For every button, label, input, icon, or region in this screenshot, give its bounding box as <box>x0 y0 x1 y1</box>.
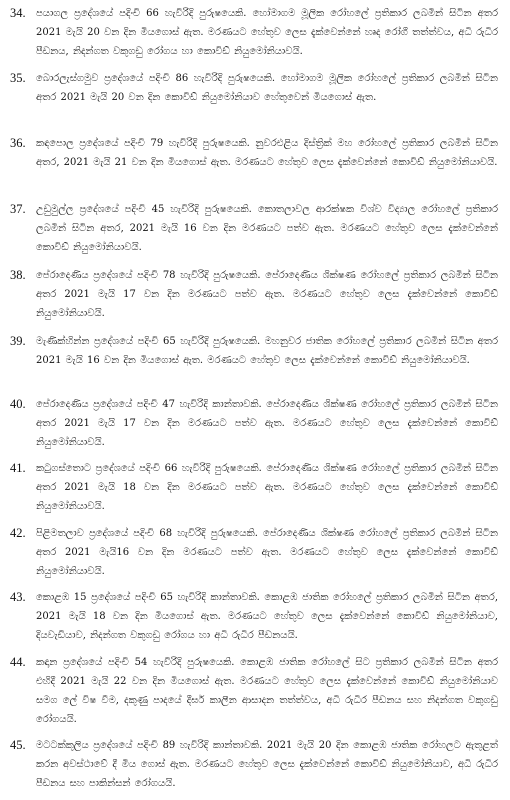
item-text: කඳපොල ප්‍රදේශයේ පදිංචි 79 හැවිරිදි පුරුෂයෙකි. නුවරඑළිය දිස්ත්‍රික් මහ රෝහලේ ප්‍රතිකාර ලබමින් සිටින අතර, 2021 මැයි 21 වන දින මියගොස් ඇත. මරණයට හේතුව ලෙස දැක්වෙන්නේ කොවිඩ් නියුමෝනියාවයි. <box>36 138 498 168</box>
list-item <box>10 395 498 452</box>
item-text: පයාගල ප්‍රදේශයේ පදිංචි 66 හැවිරිදි පුරුෂයෙකි. හෝමාගම මූලික රෝහලේ ප්‍රතිකාර ලබමින් සිටින අතර 2021 මැයි 20 වන දින මියගොස් ඇත. මරණයට හේතුව ලෙස දැක්වෙන්නේ හෘද රෝගී තත්ත්වය, අධි රුධිර පීඩනය, නිදන්ගත වකුගඩු රෝගය හා කොවිඩ් නියුමෝනියාවයි. <box>36 8 498 57</box>
list-item <box>10 69 498 107</box>
item-text: මැණික්හින්න ප්‍රදේශයේ පදිංචි 65 හැවිරිදි පුරුෂයෙකි. මහනුවර ජාතික රෝහලේ ප්‍රතිකාර ලබමින් සිටින අතර 2021 මැයි 16 වන දින මියගොස් ඇත. මරණයට හේතුව ලෙස දැක්වෙන්නේ කොවිඩ් නියුමෝනියාවයි. <box>36 336 498 366</box>
item-number: 42. <box>10 526 26 540</box>
item-number: 45. <box>10 738 26 752</box>
list-item <box>10 4 498 61</box>
list-item <box>10 332 498 370</box>
item-number: 41. <box>10 461 26 475</box>
list-item <box>10 134 498 172</box>
item-text: මටටක්කුලිය ප්‍රදේශයේ පදිංචි 89 හැවිරිදි කාන්තාවකි. 2021 මැයි 20 දින කොළඹ ජාතික රෝහලට ඇතුළත් කරන අවස්ථාවේ දී මිය ගොස් ඇත. මරණයට හේතුව ලෙස දැක්වෙන්නේ කොවිඩ් නියුමෝනියාව, අධි රුධිර පීඩනය සහ පාකින්සන් රෝගයයි. <box>36 740 498 789</box>
item-number: 40. <box>10 397 26 411</box>
item-text: පේරාදෙණිය ප්‍රදේශයේ පදිංචි 78 හැවිරිදි පුරුෂයෙකි. පේරාදෙණිය ශික්ෂණ රෝහලේ ප්‍රතිකාර ලබමින් සිටින අතර 2021 මැයි 17 වන දින මරණයට පත්ව ඇත. මරණයට හේතුව ලෙස දැක්වෙන්නේ කොවිඩ් නියුමෝනියාවයි. <box>36 270 498 319</box>
item-number: 39. <box>10 334 26 348</box>
item-number: 43. <box>10 590 26 604</box>
list-item <box>10 524 498 581</box>
item-text: කඳාන ප්‍රදේශයේ පදිංචි 54 හැවිරිදි පුරුෂයෙකි. කොළඹ ජාතික රෝහලේ සිට ප්‍රතිකාර ලබමින් සිටින අතර එහිදී 2021 මැයි 22 වන දින මියගොස් ඇත. මරණයට හේතුව ලෙස දැක්වෙන්නේ කොවිඩ් නියුමෝනියාව සමග ලේ විෂ වීම, දකුණු පාදයේ දීර්ඝ කාලීන ආසාදන තත්ත්වය, අධි රුධිර පීඩනය සහ නිදන්ගත වකුගඩු රෝගයයි. <box>36 657 498 725</box>
item-text: බොරලැස්ගමුව ප්‍රදේශයේ පදිංචි 86 හැවිරිදි පුරුෂයෙකි. හෝමාගම මූලික රෝහලේ ප්‍රතිකාර ලබමින් සිටින අතර 2021 මැයි 20 වන දින කොවිඩ් නියුමෝනියාව හේතුවෙන් මියගොස් ඇත. <box>36 73 498 103</box>
list-item <box>10 459 498 516</box>
list-item <box>10 588 498 645</box>
item-number: 38. <box>10 268 26 282</box>
list-item <box>10 653 498 729</box>
item-text: පේරාදෙණිය ප්‍රදේශයේ පදිංචි 47 හැවිරිදි කාන්තාවකි. පේරාදෙණිය ශික්ෂණ රෝහලේ ප්‍රතිකාර ලබමින් සිටින අතර 2021 මැයි 17 වන දින මරණයට පත්ව ඇත. මරණයට හේතුව ලෙස දැක්වෙන්නේ කොවිඩ් නියුමෝනියාවයි. <box>36 399 498 448</box>
list-item <box>10 736 498 793</box>
item-number: 34. <box>10 6 26 20</box>
item-text: කටුගස්තොට ප්‍රදේශයේ පදිංචි 66 හැවිරිදි පුරුෂයෙකි. පේරාදෙණිය ශික්ෂණ රෝහලේ ප්‍රතිකාර ලබමින් සිටින අතර 2021 මැයි 18 වන දින මරණයට පත්ව ඇත. මරණයට හේතුව ලෙස දැක්වෙන්නේ කොවිඩ් නියුමෝනියාවයි. <box>36 463 498 512</box>
item-text: උඩුමුල්ල ප්‍රදේශයේ පදිංචි 45 හැවිරිදි පුරුෂයෙකි. කොතලාවල ආරක්ෂක විශ්ව විද්‍යාල රෝහලේ ප්‍රතිකාර ලබමින් සිටින අතර, 2021 මැයි 16 වන දින මරණයට පත්ව ඇත. මරණයට හේතුව ලෙස දැක්වෙන්නේ කොවිඩ් නියුමෝනියාවයි. <box>36 204 498 253</box>
item-number: 36. <box>10 136 26 150</box>
item-number: 44. <box>10 655 26 669</box>
list-item <box>10 200 498 257</box>
item-number: 37. <box>10 202 26 216</box>
list-item <box>10 266 498 323</box>
item-text: පිළිමතලාව ප්‍රදේශයේ පදිංචි 68 හැවිරිදි පුරුෂයෙකි. පේරාදෙණිය ශික්ෂණ රෝහලේ ප්‍රතිකාර ලබමින් සිටින අතර 2021 මැයි16 වන දින මරණයට පත්ව ඇත. මරණයට හේතුව ලෙස දැක්වෙන්නේ කොවිඩ් නියුමෝනියාවයි. <box>36 528 498 577</box>
item-text: කොළඹ 15 ප්‍රදේශයේ පදිංචි 65 හැවිරිදි කාන්තාවකි. කොළඹ ජාතික රෝහලේ ප්‍රතිකාර ලබමින් සිටින අතර, 2021 මැයි 18 වන දින මියගොස් ඇත. මරණයට හේතුව ලෙස දැක්වෙන්නේ කොවිඩ් නියුමෝනියාව, දියවැඩියාව, නිදන්ගත වකුගඩු රෝගය හා අධි රුධිර පීඩනයයි. <box>36 592 498 641</box>
item-number: 35. <box>10 71 26 85</box>
